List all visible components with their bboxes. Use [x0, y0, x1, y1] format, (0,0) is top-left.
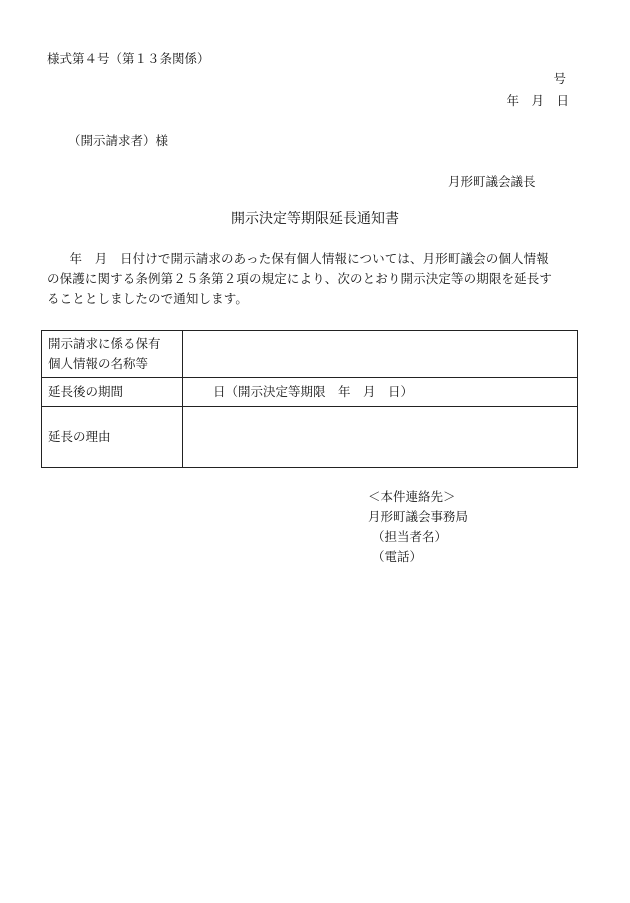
contact-person: （担当者名）	[372, 529, 448, 544]
document-title: 開示決定等期限延長通知書	[231, 211, 399, 227]
contact-office: 月形町議会事務局	[368, 509, 469, 524]
table-row	[42, 407, 578, 468]
table-row	[42, 331, 578, 378]
contact-phone: （電話）	[372, 549, 423, 564]
body-paragraph	[47, 249, 582, 309]
contact-block	[368, 487, 468, 567]
body-line-2: の保護に関する条例第２５条第２項の規定により、次のとおり開示決定等の期限を延長す	[47, 271, 553, 286]
label-line: 個人情報の名称等	[48, 356, 149, 371]
document-number: 号	[553, 71, 566, 86]
label-extended-period: 延長後の期間	[42, 378, 183, 407]
label-line: 開示請求に係る保有	[48, 336, 161, 351]
document-date: 年 月 日	[506, 93, 569, 108]
body-line-1: 年 月 日付けで開示請求のあった保有個人情報については、月形町議会の個人情報	[69, 251, 549, 266]
value-extended-period: 日（開示決定等期限 年 月 日）	[183, 378, 578, 407]
value-extension-reason	[183, 407, 578, 468]
form-number: 様式第４号（第１３条関係）	[47, 51, 210, 66]
contact-heading: ＜本件連絡先＞	[368, 489, 456, 504]
info-table	[41, 330, 578, 468]
addressee: （開示請求者）様	[68, 133, 169, 148]
body-line-3: ることとしましたので通知します。	[47, 291, 249, 306]
label-info-name	[42, 331, 183, 378]
sender: 月形町議会議長	[448, 174, 536, 189]
label-extension-reason: 延長の理由	[42, 407, 183, 468]
value-info-name	[183, 331, 578, 378]
table-row	[42, 378, 578, 407]
